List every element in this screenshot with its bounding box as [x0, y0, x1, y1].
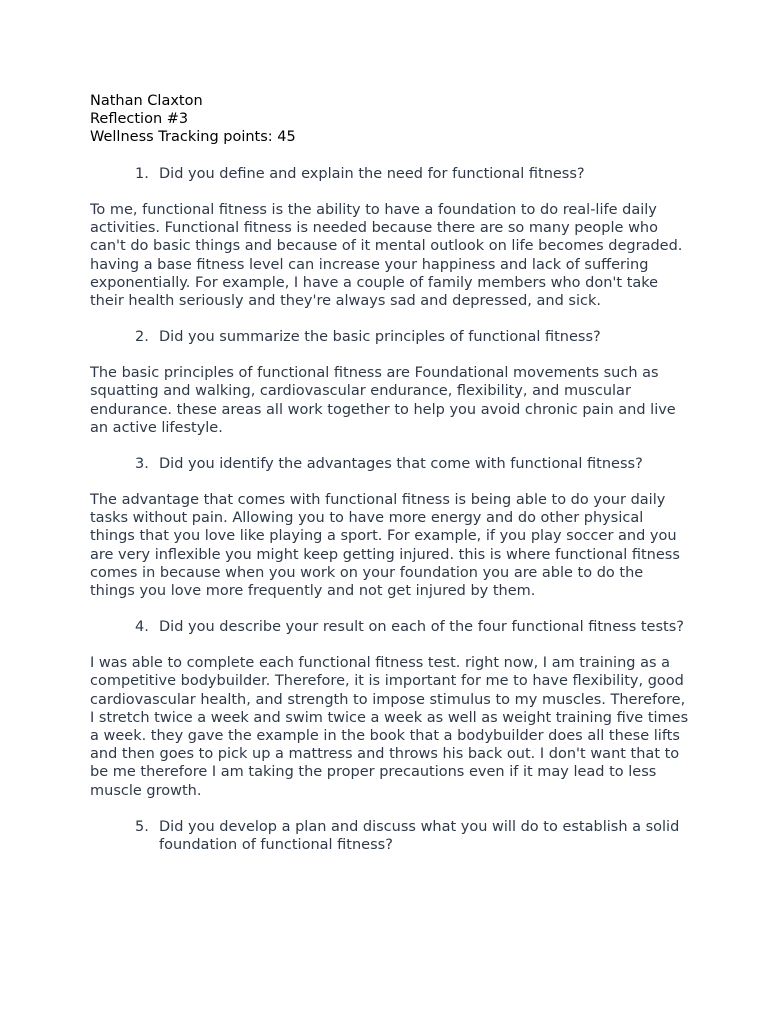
question-text: Did you define and explain the need for functional fitness? [159, 166, 585, 182]
question-number: 5. [135, 818, 149, 835]
reflection-title: Reflection #3 [90, 111, 189, 127]
question-text: Did you describe your result on each of the four functional fitness tests? [159, 619, 684, 636]
question-text: Did you develop a plan and discuss what you will do to establish a solid foundation of functional fitness? [159, 818, 680, 853]
question-4 [90, 618, 690, 636]
answer-1: To me, functional fitness is the ability to have a foundation to do real-life daily activities. Functional fitness is needed because there are so many people who can't do basic things and because of it mental outlook on life becomes degraded. having a base fitness level can increase your happiness and lack of suffering exponentially. For example, I have a couple of family members who don't take their health seriously and they're always sad and depressed, and sick. [90, 202, 683, 310]
question-2 [90, 328, 690, 346]
question-3 [90, 455, 690, 473]
answer-3: The advantage that comes with functional fitness is being able to do your daily tasks without pain. Allowing you to have more energy and do other physical things that you love like playing a sport. For example, if you play soccer and you are very inflexible you might keep getting injured. this is where functional fitness comes in because when you work on your foundation you are able to do the things you love more frequently and not get injured by them. [90, 492, 680, 600]
answer-4: I was able to complete each functional fitness test. right now, I am training as a competitive bodybuilder. Therefore, it is important for me to have flexibility, good cardiovascular health, and strength to impose stimulus to my muscles. Therefore, I stretch twice a week and swim twice a week as well as weight training five times a week. they gave the example in the book that a bodybuilder does all these lifts and then goes to pick up a mattress and throws his back out. I don't want that to be me therefore I am taking the proper precautions even if it may lead to less muscle growth. [90, 655, 689, 799]
author-name: Nathan Claxton [90, 93, 203, 109]
question-number: 4. [135, 619, 149, 636]
question-text: Did you identify the advantages that come with functional fitness? [159, 456, 643, 473]
question-5 [90, 818, 690, 854]
question-text: Did you summarize the basic principles of functional fitness? [159, 329, 601, 346]
question-number: 2. [135, 329, 149, 346]
question-1 [90, 165, 690, 183]
question-number: 1. [135, 166, 149, 182]
document-page [90, 92, 690, 854]
question-number: 3. [135, 456, 149, 473]
answer-2: The basic principles of functional fitness are Foundational movements such as squatting and walking, cardiovascular endurance, flexibility, and muscular endurance. these areas all work together to help you avoid chronic pain and live an active lifestyle. [90, 365, 676, 436]
wellness-points: Wellness Tracking points: 45 [90, 129, 296, 145]
